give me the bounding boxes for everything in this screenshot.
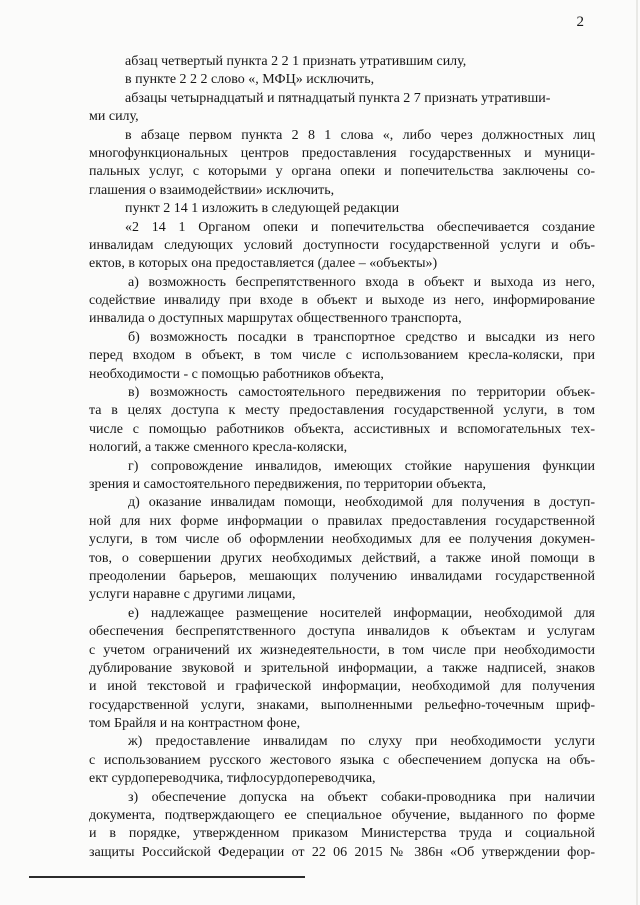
page-number: 2 xyxy=(576,14,584,30)
text-line: в абзаце первом пункта 2 8 1 слова «, либо через должностных лиц xyxy=(125,127,595,143)
text-line: в пункте 2 2 2 слово «, МФЦ» исключить, xyxy=(125,72,375,88)
text-line: и в порядке, утвержденном приказом Министерства труда и социальной xyxy=(89,826,595,842)
text-line: с использованием русского жестового языка с обеспечением допуска на объ- xyxy=(89,752,595,768)
text-line: «2 14 1 Органом опеки и попечительства обеспечивается создание xyxy=(125,219,595,235)
text-line: преодолении барьеров, мешающих получению инвалидами государственной xyxy=(89,568,595,584)
text-line: пункт 2 14 1 изложить в следующей редакции xyxy=(125,201,400,217)
text-line: инвалида о доступных маршрутах общественного транспорта, xyxy=(89,311,462,327)
text-line: содействие инвалиду при входе в объект и выходе из него, информирование xyxy=(89,293,595,309)
text-line: ми силу, xyxy=(89,109,139,125)
scan-edge xyxy=(636,0,638,905)
text-line: услуги, в том числе об оформлении необходимых для ее получения докумен- xyxy=(89,532,595,548)
text-line: многофункциональных центров предоставления государственных и муници- xyxy=(89,145,595,161)
text-line: а) возможность беспрепятственного входа в объект и выхода из него, xyxy=(128,274,595,290)
text-line: государственной услуги, знаками, выполненными рельефно-точечным шриф- xyxy=(89,697,595,713)
text-line: б) возможность посадки в транспортное средство и высадки из него xyxy=(128,329,595,345)
text-line: защиты Российской Федерации от 22 06 2015 № 386н «Об утверждении фор- xyxy=(89,844,595,860)
text-line: д) оказание инвалидам помощи, необходимой для получения в доступ- xyxy=(128,495,595,511)
text-line: числе с помощью работников объекта, ассистивных и вспомогательных тех- xyxy=(89,421,595,437)
text-line: необходимости - с помощью работников объекта, xyxy=(89,366,384,382)
text-line: дублирование звуковой и зрительной информации, а также надписей, знаков xyxy=(89,660,595,676)
text-line: нологий, а также сменного кресла-коляски, xyxy=(89,440,348,456)
text-line: ектов, в которых она предоставляется (далее – «объекты») xyxy=(89,256,438,272)
text-line: абзацы четырнадцатый и пятнадцатый пункта 2 7 признать утративши- xyxy=(125,90,551,106)
document-body xyxy=(89,53,595,862)
text-line: тов, о совершении других необходимых действий, а также иной помощи в xyxy=(89,550,595,566)
text-line: в) возможность самостоятельного передвижения по территории объек- xyxy=(128,385,595,401)
bottom-rule xyxy=(29,876,305,878)
text-line: г) сопровождение инвалидов, имеющих стойкие нарушения функции xyxy=(128,458,595,474)
text-line: глашения о взаимодействии» исключить, xyxy=(89,182,335,198)
text-line: и иной текстовой и графической информации, необходимой для получения xyxy=(89,679,595,695)
text-line: перед входом в объект, в том числе с использованием кресла-коляски, при xyxy=(89,348,595,364)
text-line: зрения и самостоятельного передвижения, по территории объекта, xyxy=(89,476,487,492)
text-line: ж) предоставление инвалидам по слуху при необходимости услуги xyxy=(128,734,595,750)
text-line: услуги наравне с другими лицами, xyxy=(89,587,296,603)
text-line: пальных услуг, с которыми у органа опеки и попечительства заключены со- xyxy=(89,164,595,180)
text-line: документа, подтверждающего ее специальное обучение, выданного по форме xyxy=(89,808,595,824)
text-line: та в целях доступа к месту предоставления государственной услуги, в том xyxy=(89,403,595,419)
text-line: з) обеспечение допуска на объект собаки-проводника при наличии xyxy=(128,789,595,805)
text-line: обеспечения беспрепятственного доступа инвалидов к объектам и услугам xyxy=(89,624,595,640)
text-line: инвалидам следующих условий доступности государственной услуги и объ- xyxy=(89,237,595,253)
text-line: том Брайля и на контрастном фоне, xyxy=(89,716,301,732)
text-line: ной для них форме информации о правилах предоставления государственной xyxy=(89,513,595,529)
text-line: с учетом ограничений их жизнедеятельности, в том числе при необходимости xyxy=(89,642,595,658)
text-line: ект сурдопереводчика, тифлосурдопереводчика, xyxy=(89,771,376,787)
text-line: е) надлежащее размещение носителей информации, необходимой для xyxy=(128,605,595,621)
text-line: абзац четвертый пункта 2 2 1 признать утратившим силу, xyxy=(125,54,467,69)
